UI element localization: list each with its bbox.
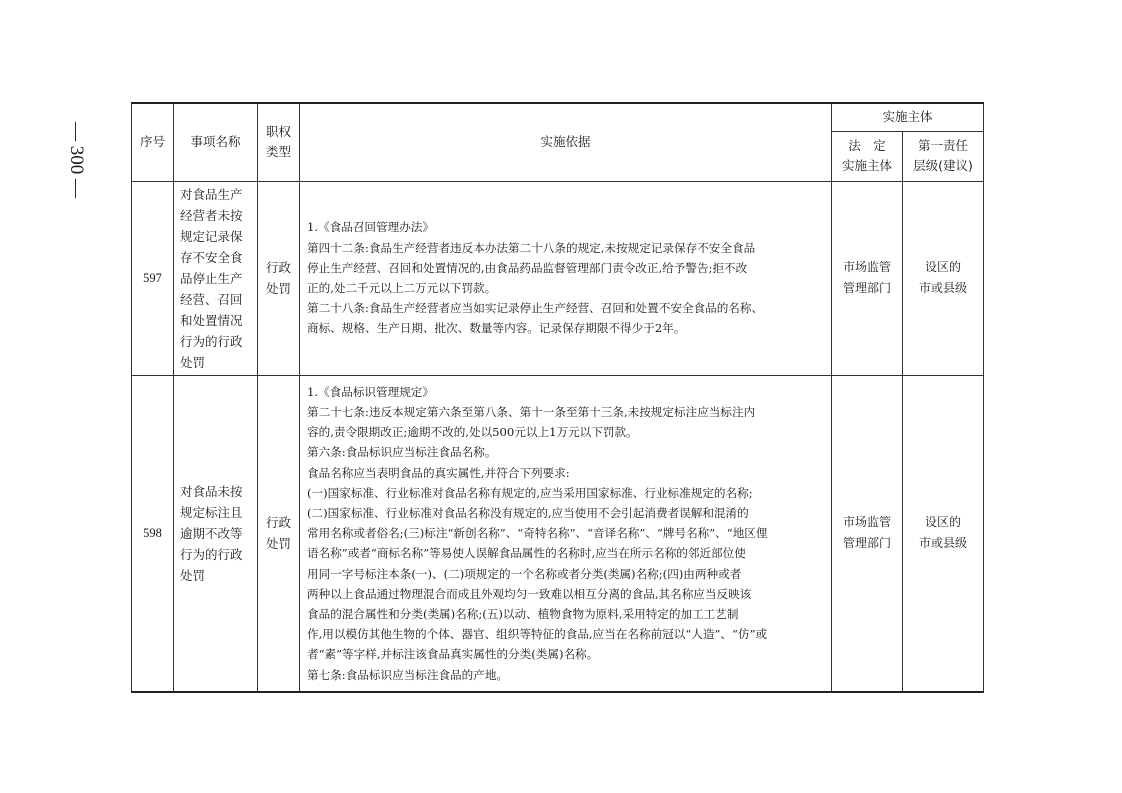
basis-line: 1.《食品标识管理规定》 <box>307 384 434 399</box>
name-line: 规定标注且 <box>180 504 243 520</box>
basis-line: 第二十八条:食品生产经营者应当如实记录停止生产经营、召回和处置不安全食品的名称、 <box>307 301 764 316</box>
row-seq: 598 <box>132 375 174 692</box>
resp-line: 设区的 <box>925 260 962 274</box>
resp-line: 市或县级 <box>919 281 968 295</box>
basis-line: 第六条:食品标识应当标注食品名称。 <box>307 445 497 460</box>
basis-line: 食品名称应当表明食品的真实属性,并符合下列要求: <box>307 465 570 480</box>
header-legal <box>832 131 903 181</box>
type-line: 行政 <box>265 515 291 531</box>
name-line: 经营、召回 <box>180 291 243 307</box>
legal-line: 市场监管 <box>842 515 891 530</box>
basis-line: 容的,责令限期改正;逾期不改的,处以500元以上1万元以下罚款。 <box>307 425 638 440</box>
header-seq: 序号 <box>132 103 174 181</box>
row-type <box>258 375 300 692</box>
legal-line: 管理部门 <box>842 281 891 295</box>
matters-table <box>131 102 984 693</box>
basis-line: 商标、规格、生产日期、批次、数量等内容。记录保存期限不得少于2年。 <box>307 321 686 336</box>
row-name <box>174 181 258 375</box>
basis-line: 第四十二条:食品生产经营者违反本办法第二十八条的规定,未按规定记录保存不安全食品 <box>307 240 756 255</box>
name-line: 行为的行政 <box>180 546 243 562</box>
name-line: 存不安全食 <box>180 249 243 265</box>
basis-line: 者“素”等字样,并标注该食品真实属性的分类(类属)名称。 <box>307 647 599 662</box>
header-type-line1: 职权 <box>265 124 291 140</box>
type-line: 处罚 <box>265 536 291 552</box>
name-line: 逾期不改等 <box>180 525 243 541</box>
header-resp-line2: 层级(建议) <box>913 158 973 173</box>
header-resp-line1: 第一责任 <box>918 138 969 153</box>
legal-line: 管理部门 <box>842 536 891 551</box>
resp-line: 设区的 <box>925 515 962 530</box>
table-row <box>132 375 984 692</box>
header-subject: 实施主体 <box>832 103 984 131</box>
name-line: 行为的行政 <box>180 333 243 349</box>
header-legal-line2: 实施主体 <box>841 158 892 173</box>
legal-line: 市场监管 <box>842 260 891 274</box>
type-line: 行政 <box>265 260 291 275</box>
name-line: 对食品未按 <box>180 483 243 499</box>
header-resp <box>903 131 984 181</box>
table-row <box>132 181 984 375</box>
header-name: 事项名称 <box>174 103 258 181</box>
row-seq: 597 <box>132 181 174 375</box>
row-resp-level <box>903 181 984 375</box>
basis-line: 停止生产经营、召回和处置情况的,由食品药品监督管理部门责令改正,给予警告;拒不改 <box>307 260 748 275</box>
row-basis <box>300 181 832 375</box>
row-type <box>258 181 300 375</box>
row-name <box>174 375 258 692</box>
basis-line: 食品的混合属性和分类(类属)名称;(五)以动、植物食物为原料,采用特定的加工工艺制 <box>307 606 739 621</box>
basis-line: 1.《食品召回管理办法》 <box>307 220 434 235</box>
name-line: 规定记录保 <box>180 228 243 244</box>
name-line: 对食品生产 <box>180 186 243 202</box>
header-type-line2: 类型 <box>265 144 291 160</box>
name-line: 品停止生产 <box>180 270 243 286</box>
name-line: 处罚 <box>180 567 206 583</box>
name-line: 经营者未按 <box>180 207 243 223</box>
basis-line: 用同一字号标注本条(一)、(二)项规定的一个名称或者分类(类属)名称;(四)由两种或者 <box>307 566 742 581</box>
row-legal-subject <box>832 375 903 692</box>
row-basis <box>300 375 832 692</box>
basis-line: 第七条:食品标识应当标注食品的产地。 <box>307 667 509 682</box>
row-resp-level <box>903 375 984 692</box>
basis-line: 第二十七条:违反本规定第六条至第八条、第十一条至第十三条,未按规定标注应当标注内 <box>307 404 756 419</box>
header-row-1 <box>132 103 984 131</box>
basis-line: 两种以上食品通过物理混合而成且外观均匀一致难以相互分离的食品,其名称应当反映该 <box>307 586 752 601</box>
row-legal-subject <box>832 181 903 375</box>
name-line: 和处置情况 <box>180 312 243 328</box>
header-type <box>258 103 300 181</box>
resp-line: 市或县级 <box>919 536 968 551</box>
basis-line: 作,用以模仿其他生物的个体、器官、组织等特征的食品,应当在名称前冠以“人造”、“仿”或 <box>307 627 768 642</box>
basis-line: (二)国家标准、行业标准对食品名称没有规定的,应当使用不会引起消费者误解和混淆的 <box>307 505 749 520</box>
header-basis: 实施依据 <box>300 103 832 181</box>
header-legal-line1: 法 定 <box>848 138 886 153</box>
page-number: — 300 — <box>66 122 87 198</box>
type-line: 处罚 <box>265 281 291 296</box>
basis-line: 常用名称或者俗名;(三)标注“新创名称”、“奇特名称”、“音译名称”、“牌号名称”、“地区俚 <box>307 526 768 541</box>
basis-line: 语名称”或者“商标名称”等易使人误解食品属性的名称时,应当在所示名称的邻近部位使 <box>307 546 746 561</box>
name-line: 处罚 <box>180 354 206 370</box>
basis-line: 正的,处二千元以上二万元以下罚款。 <box>307 281 497 295</box>
basis-line: (一)国家标准、行业标准对食品名称有规定的,应当采用国家标准、行业标准规定的名称; <box>307 485 753 500</box>
